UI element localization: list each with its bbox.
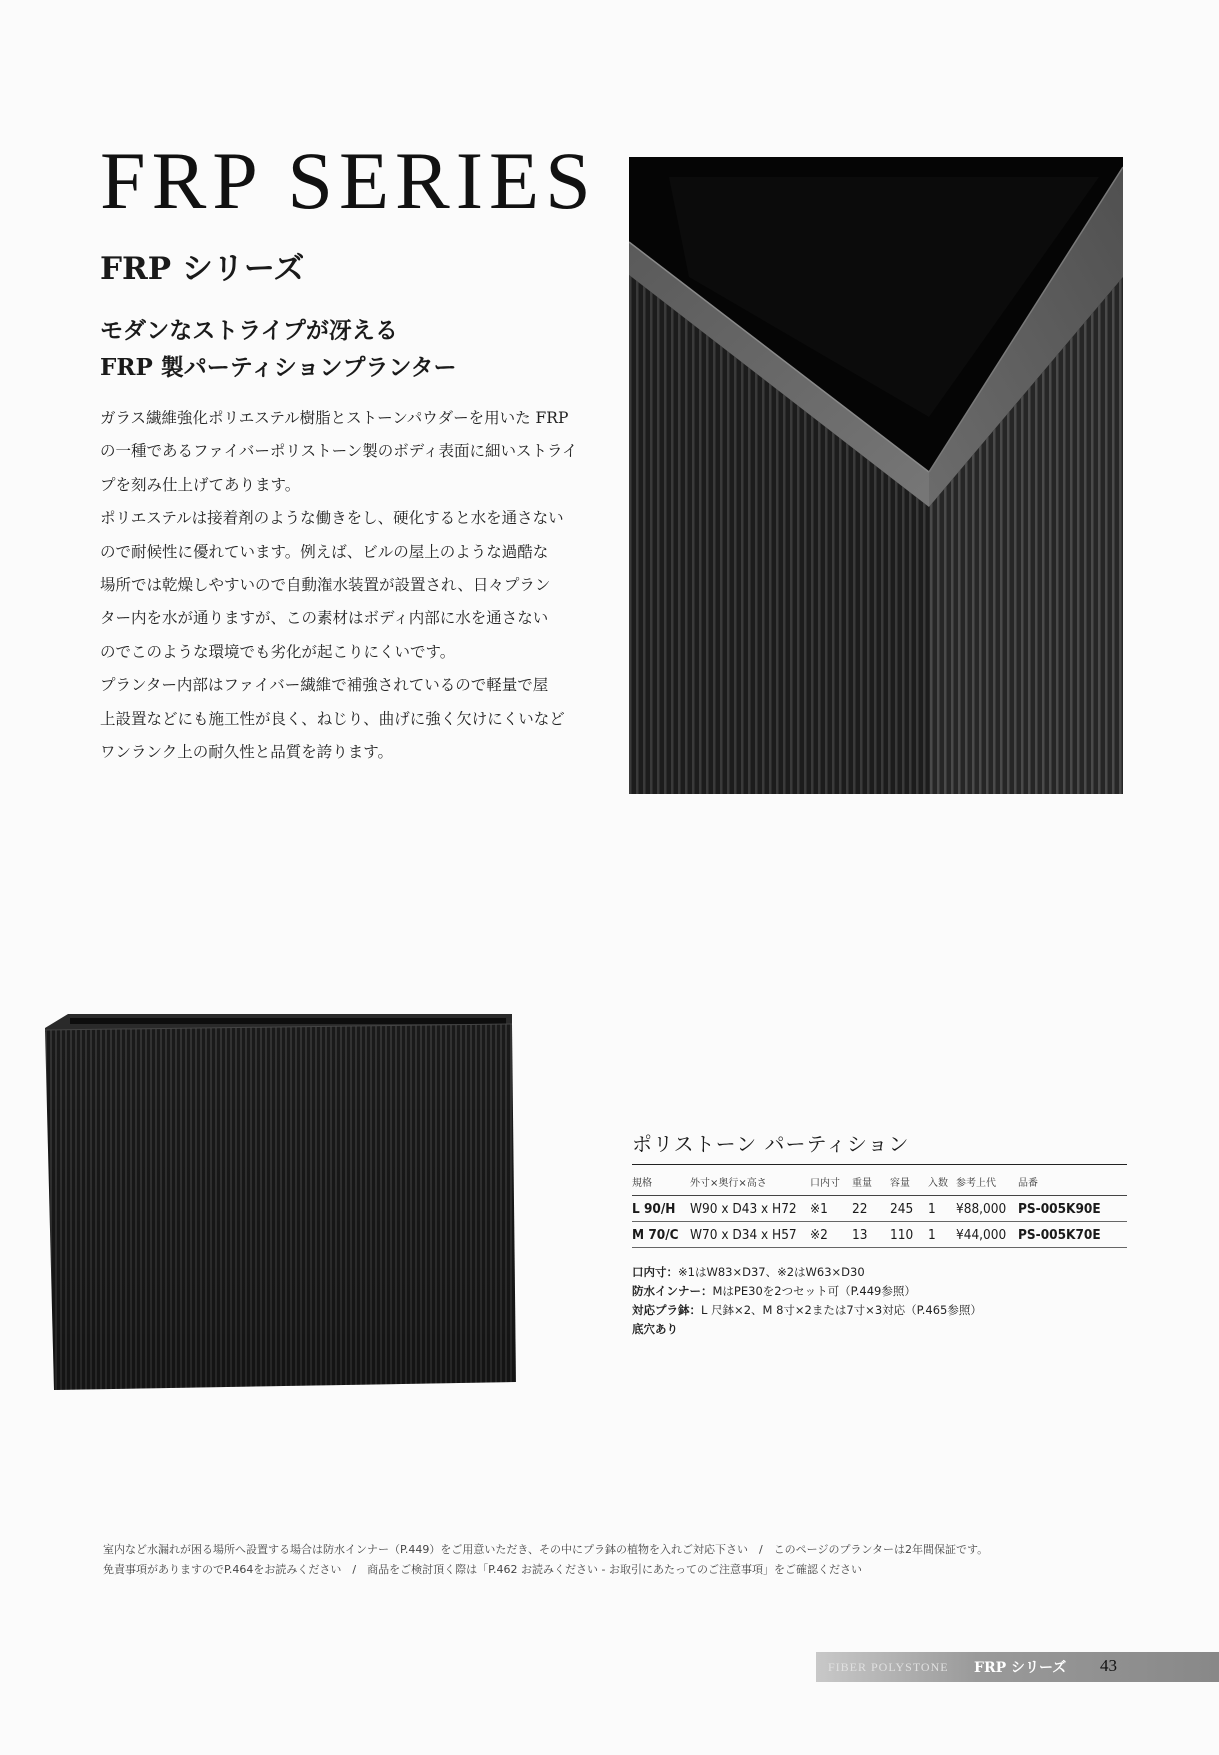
note-text: L 尺鉢×2、M 8寸×2または7寸×3対応（P.465参照） xyxy=(701,1303,982,1317)
spec-notes xyxy=(632,1263,982,1339)
note-text: MはPE30を2つセット可（P.449参照） xyxy=(712,1284,916,1298)
catch-line: モダンなストライプが冴える xyxy=(100,317,398,344)
note-line xyxy=(632,1282,982,1301)
cell-price: ¥44,000 xyxy=(956,1222,1018,1248)
note-line xyxy=(632,1320,982,1339)
cell-weight: 13 xyxy=(852,1222,890,1248)
note-line xyxy=(632,1301,982,1320)
description xyxy=(100,402,600,769)
description-line: ので耐候性に優れています。例えば、ビルの屋上のような過酷な xyxy=(100,542,549,561)
cell-capacity: 110 xyxy=(890,1222,928,1248)
cell-size: L 90/H xyxy=(632,1196,690,1222)
footnote-line: 免責事項がありますのでP.464をお読みください / 商品をご検討頂く際は「P.462 お読みください - お取引にあたってのご注意事項」をご確認ください xyxy=(103,1563,862,1576)
note-label: 底穴あり xyxy=(632,1322,678,1336)
cell-code: PS-005K70E xyxy=(1018,1222,1127,1248)
cell-dimensions: W70 x D34 x H57 xyxy=(690,1222,810,1248)
header-weight: 重量 xyxy=(852,1165,890,1196)
footer-series-ja: FRP シリーズ xyxy=(974,1660,1067,1676)
description-line: のでこのような環境でも劣化が起こりにくいです。 xyxy=(100,642,456,661)
header-size: 規格 xyxy=(632,1165,690,1196)
cell-inner: ※1 xyxy=(810,1196,852,1222)
footer-series-en: FIBER POLYSTONE xyxy=(828,1660,949,1674)
header-capacity: 容量 xyxy=(890,1165,928,1196)
cell-code: PS-005K90E xyxy=(1018,1196,1127,1222)
spec-table xyxy=(632,1165,1127,1248)
cell-capacity: 245 xyxy=(890,1196,928,1222)
planter-closeup-photo xyxy=(629,157,1123,794)
description-line: ガラス繊維強化ポリエステル樹脂とストーンパウダーを用いた FRP xyxy=(100,409,569,427)
description-line: ポリエステルは接着剤のような働きをし、硬化すると水を通さない xyxy=(100,509,564,528)
catch-line: FRP 製パーティションプランター xyxy=(100,354,457,381)
table-header-row xyxy=(632,1165,1127,1196)
note-text: ※1はW83×D37、※2はW63×D30 xyxy=(678,1265,865,1279)
footnote-line: 室内など水漏れが困る場所へ設置する場合は防水インナー（P.449）をご用意いただき、その中にプラ鉢の植物を入れご対応下さい / このページのプランターは2年間保証です。 xyxy=(103,1543,989,1556)
note-label: 口内寸： xyxy=(632,1265,678,1279)
header-qty: 入数 xyxy=(928,1165,956,1196)
cell-price: ¥88,000 xyxy=(956,1196,1018,1222)
page-footer xyxy=(816,1652,1219,1682)
table-row xyxy=(632,1196,1127,1222)
description-line: の一種であるファイバーポリストーン製のボディ表面に細いストライ xyxy=(100,442,578,461)
product-title: ポリストーン パーティション xyxy=(632,1132,910,1156)
table-row xyxy=(632,1222,1127,1248)
product-spec xyxy=(632,1128,1127,1248)
description-line: 上設置などにも施工性が良く、ねじり、曲げに強く欠けにくいなど xyxy=(100,709,565,728)
cell-weight: 22 xyxy=(852,1196,890,1222)
description-line: プを刻み仕上げてあります。 xyxy=(100,475,301,494)
note-label: 防水インナー： xyxy=(632,1284,713,1298)
cell-size: M 70/C xyxy=(632,1222,690,1248)
page-title: FRP SERIES xyxy=(100,135,597,226)
footnote xyxy=(103,1540,1133,1580)
cell-qty: 1 xyxy=(928,1196,956,1222)
description-line: ター内を水が通りますが、この素材はボディ内部に水を通さない xyxy=(100,609,549,628)
cell-qty: 1 xyxy=(928,1222,956,1248)
planter-product-photo xyxy=(40,1010,520,1390)
header-dimensions: 外寸×奥行×高さ xyxy=(690,1165,810,1196)
description-line: プランター内部はファイバー繊維で補強されているので軽量で屋 xyxy=(100,676,549,695)
note-label: 対応プラ鉢： xyxy=(632,1303,701,1317)
page-number: 43 xyxy=(1100,1656,1117,1675)
cell-dimensions: W90 x D43 x H72 xyxy=(690,1196,810,1222)
header-code: 品番 xyxy=(1018,1165,1127,1196)
note-line xyxy=(632,1263,982,1282)
description-line: ワンランク上の耐久性と品質を誇ります。 xyxy=(100,743,393,762)
page-subtitle: FRP シリーズ xyxy=(100,251,305,287)
header-price: 参考上代 xyxy=(956,1165,1018,1196)
catchphrase xyxy=(100,312,620,386)
header-inner: 口内寸 xyxy=(810,1165,852,1196)
cell-inner: ※2 xyxy=(810,1222,852,1248)
description-line: 場所では乾燥しやすいので自動潅水装置が設置され、日々プラン xyxy=(100,576,551,595)
